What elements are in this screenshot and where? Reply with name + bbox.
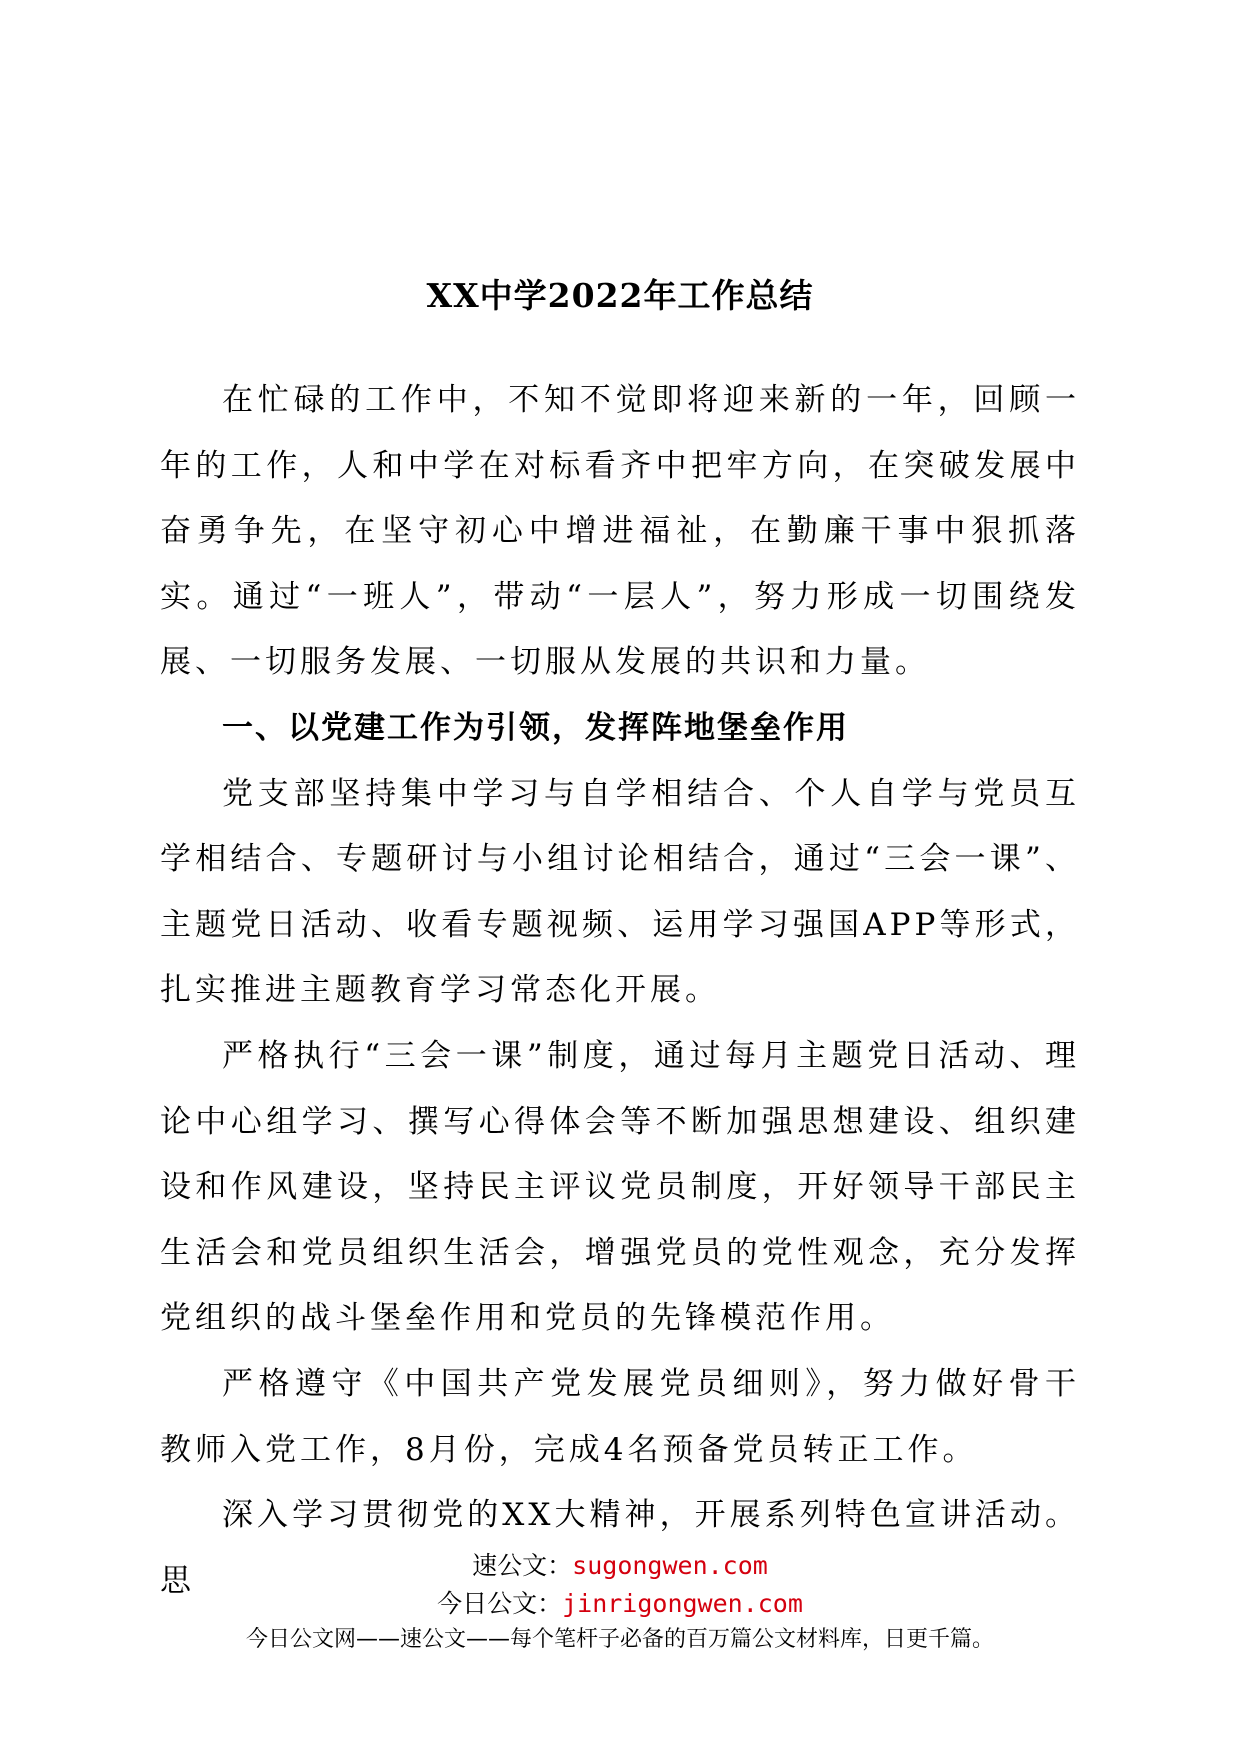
footer-label-sugongwen: 速公文： <box>472 1551 573 1580</box>
paragraph-three-meetings: 严格执行“三会一课”制度，通过每月主题党日活动、理论中心组学习、撰写心得体会等不断加强思想建设、组织建设和作风建设，坚持民主评议党员制度，开好领导干部民主生活会和党员组织生活会，增强党员的党性观念，充分发挥党组织的战斗堡垒作用和党员的先锋模范作用。 <box>160 1037 1080 1337</box>
paragraph-intro: 在忙碌的工作中，不知不觉即将迎来新的一年，回顾一年的工作，人和中学在对标看齐中把牢方向，在突破发展中奋勇争先，在坚守初心中增进福祉，在勤廉干事中狠抓落实。通过“一班人”，带动“一层人”，努力形成一切围绕发展、一切服务发展、一切服从发展的共识和力量。 <box>160 382 1080 681</box>
footer-link-sugongwen[interactable]: sugongwen.com <box>572 1551 768 1580</box>
footer-slogan: 今日公文网——速公文——每个笔杆子必备的百万篇公文材料库，日更千篇。 <box>245 1627 994 1652</box>
section-heading-1: 一、以党建工作为引领，发挥阵地堡垒作用 <box>222 709 849 746</box>
paragraph-member-development: 严格遵守《中国共产党发展党员细则》，努力做好骨干教师入党工作，8月份，完成4名预备党员转正工作。 <box>160 1365 1080 1468</box>
document-title: XX中学2022年工作总结 <box>426 276 814 315</box>
footer-link-jinrigongwen[interactable]: jinrigongwen.com <box>562 1589 803 1618</box>
footer-line-sugongwen <box>0 1546 1240 1582</box>
footer-line-jinrigongwen <box>0 1584 1240 1620</box>
paragraph-congress-spirit: 深入学习贯彻党的XX大精神，开展系列特色宣讲活动。思 <box>160 1497 1080 1599</box>
footer-label-jinrigongwen: 今日公文： <box>437 1589 563 1618</box>
document-body <box>160 368 1080 1614</box>
paragraph-party-study: 党支部坚持集中学习与自学相结合、个人自学与党员互学相结合、专题研讨与小组讨论相结合，通过“三会一课”、主题党日活动、收看专题视频、运用学习强国APP等形式，扎实推进主题教育学习常态化开展。 <box>160 775 1080 1009</box>
